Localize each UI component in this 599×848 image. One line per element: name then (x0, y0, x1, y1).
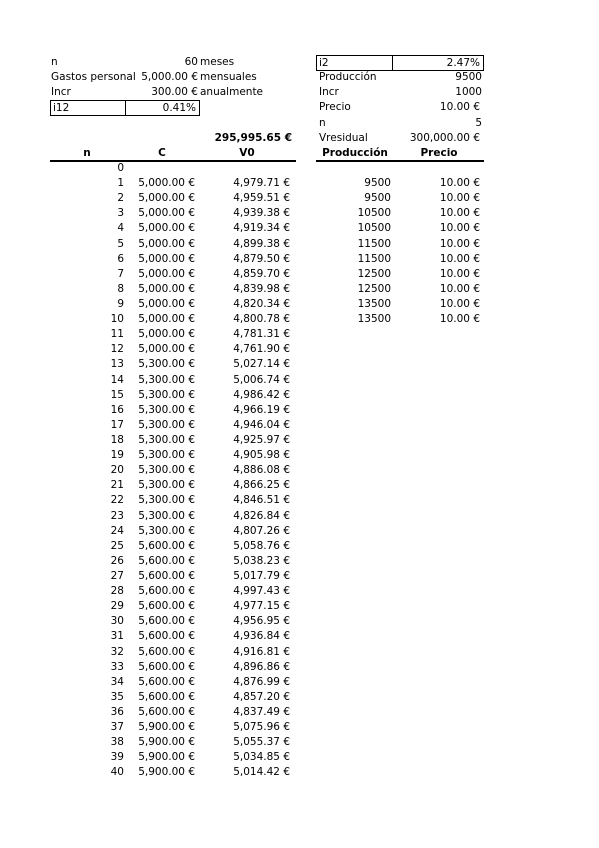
cell-c: 5,300.00 € (138, 434, 195, 446)
cell-produccion: 12500 (357, 282, 391, 295)
cell-c: 5,000.00 € (138, 222, 195, 235)
param-n-unit: meses (200, 56, 235, 68)
cell-produccion: 9500 (364, 192, 391, 205)
cell-v0: 4,936.84 € (233, 630, 290, 643)
cell-v0: 4,946.04 € (233, 418, 290, 431)
cell-n: 17 (110, 418, 124, 431)
header-produccion: Producción (322, 147, 388, 159)
param-vresidual-label: Vresidual (319, 132, 368, 144)
cell-precio: 10.00 € (439, 207, 480, 220)
cell-c: 5,300.00 € (138, 464, 195, 477)
cell-produccion: 11500 (357, 252, 391, 265)
cell-v0: 4,876.99 € (233, 675, 290, 688)
cell-c: 5,000.00 € (138, 267, 195, 280)
cell-n: 9 (117, 298, 124, 310)
cell-n: 32 (110, 645, 124, 658)
param-incr-right-label: Incr (319, 86, 339, 98)
cell-v0: 5,027.14 € (233, 358, 290, 371)
cell-n: 18 (110, 434, 124, 446)
cell-n: 12 (110, 343, 124, 356)
cell-v0: 4,986.42 € (233, 388, 290, 401)
cell-v0: 4,837.49 € (233, 706, 290, 718)
cell-produccion: 9500 (364, 177, 391, 190)
param-gastos-unit: mensuales (200, 71, 257, 83)
cell-c: 5,900.00 € (138, 736, 195, 749)
param-incr-value: 300.00 € (151, 86, 198, 98)
cell-n: 29 (110, 600, 124, 613)
cell-v0: 4,879.50 € (233, 252, 290, 265)
cell-produccion: 13500 (357, 298, 391, 310)
cell-c: 5,600.00 € (138, 645, 195, 658)
cell-n: 5 (117, 237, 124, 250)
cell-c: 5,600.00 € (138, 660, 195, 673)
header-underline-right (316, 160, 484, 162)
cell-c: 5,300.00 € (138, 524, 195, 537)
cell-c: 5,600.00 € (138, 630, 195, 643)
cell-n: 11 (110, 328, 124, 341)
cell-n: 22 (110, 494, 124, 507)
cell-v0: 5,038.23 € (233, 554, 290, 567)
total-v0: 295,995.65 € (214, 132, 292, 144)
param-precio-value: 10.00 € (439, 101, 480, 113)
cell-c: 5,000.00 € (138, 282, 195, 295)
cell-precio: 10.00 € (439, 177, 480, 190)
cell-n: 30 (110, 615, 124, 628)
cell-v0: 4,977.15 € (233, 600, 290, 613)
cell-n: 26 (110, 554, 124, 567)
cell-produccion: 10500 (357, 222, 391, 235)
cell-v0: 4,916.81 € (233, 645, 290, 658)
cell-c: 5,300.00 € (138, 358, 195, 371)
cell-c: 5,600.00 € (138, 690, 195, 703)
cell-n: 40 (110, 766, 124, 779)
cell-precio: 10.00 € (439, 237, 480, 250)
cell-n: 3 (117, 207, 124, 220)
cell-n: 25 (110, 539, 124, 552)
cell-v0: 5,014.42 € (233, 766, 290, 779)
cell-n: 20 (110, 464, 124, 477)
cell-n: 33 (110, 660, 124, 673)
cell-precio: 10.00 € (439, 192, 480, 205)
cell-precio: 10.00 € (439, 252, 480, 265)
cell-v0: 5,055.37 € (233, 736, 290, 749)
cell-precio: 10.00 € (439, 282, 480, 295)
cell-precio: 10.00 € (439, 313, 480, 326)
cell-n: 13 (110, 358, 124, 371)
cell-n: 0 (117, 162, 124, 174)
cell-c: 5,600.00 € (138, 585, 195, 598)
param-incr-right-value: 1000 (455, 86, 482, 98)
cell-n: 37 (110, 721, 124, 734)
cell-n: 34 (110, 675, 124, 688)
cell-c: 5,300.00 € (138, 494, 195, 507)
cell-n: 39 (110, 751, 124, 764)
cell-v0: 4,820.34 € (233, 298, 290, 310)
header-precio: Precio (420, 147, 458, 159)
param-gastos-value: 5,000.00 € (141, 71, 198, 83)
cell-n: 35 (110, 690, 124, 703)
header-v0: V0 (239, 147, 255, 159)
cell-v0: 4,956.95 € (233, 615, 290, 628)
cell-produccion: 12500 (357, 267, 391, 280)
cell-c: 5,000.00 € (138, 252, 195, 265)
cell-c: 5,000.00 € (138, 177, 195, 190)
param-i2-label: i2 (316, 55, 393, 71)
cell-c: 5,900.00 € (138, 721, 195, 734)
cell-v0: 5,034.85 € (233, 751, 290, 764)
cell-n: 6 (117, 252, 124, 265)
param-produccion-value: 9500 (455, 71, 482, 83)
cell-v0: 4,886.08 € (233, 464, 290, 477)
cell-c: 5,600.00 € (138, 706, 195, 718)
cell-v0: 4,857.20 € (233, 690, 290, 703)
param-vresidual-value: 300,000.00 € (409, 132, 480, 144)
cell-c: 5,000.00 € (138, 313, 195, 326)
cell-v0: 4,959.51 € (233, 192, 290, 205)
cell-n: 23 (110, 509, 124, 522)
cell-c: 5,300.00 € (138, 403, 195, 416)
param-i12-label: i12 (50, 100, 126, 116)
cell-c: 5,600.00 € (138, 615, 195, 628)
cell-n: 15 (110, 388, 124, 401)
cell-v0: 4,866.25 € (233, 479, 290, 492)
param-n-value: 60 (184, 56, 198, 68)
cell-n: 21 (110, 479, 124, 492)
cell-v0: 4,839.98 € (233, 282, 290, 295)
cell-precio: 10.00 € (439, 267, 480, 280)
cell-c: 5,600.00 € (138, 600, 195, 613)
cell-c: 5,600.00 € (138, 554, 195, 567)
cell-v0: 4,826.84 € (233, 509, 290, 522)
param-precio-label: Precio (319, 101, 351, 113)
cell-c: 5,000.00 € (138, 192, 195, 205)
cell-c: 5,900.00 € (138, 751, 195, 764)
cell-c: 5,300.00 € (138, 479, 195, 492)
cell-n: 28 (110, 585, 124, 598)
cell-produccion: 13500 (357, 313, 391, 326)
cell-v0: 5,075.96 € (233, 721, 290, 734)
cell-v0: 4,919.34 € (233, 222, 290, 235)
header-c: C (158, 147, 166, 159)
cell-n: 16 (110, 403, 124, 416)
cell-c: 5,600.00 € (138, 570, 195, 582)
param-gastos-label: Gastos personal (51, 71, 136, 83)
cell-c: 5,300.00 € (138, 388, 195, 401)
cell-v0: 4,846.51 € (233, 494, 290, 507)
cell-n: 19 (110, 449, 124, 462)
cell-v0: 5,017.79 € (233, 570, 290, 582)
cell-n: 27 (110, 570, 124, 582)
cell-v0: 4,979.71 € (233, 177, 290, 190)
cell-v0: 4,966.19 € (233, 403, 290, 416)
cell-n: 7 (117, 267, 124, 280)
cell-produccion: 10500 (357, 207, 391, 220)
param-n-right-label: n (319, 117, 326, 129)
cell-n: 36 (110, 706, 124, 718)
cell-v0: 4,807.26 € (233, 524, 290, 537)
cell-c: 5,000.00 € (138, 207, 195, 220)
cell-c: 5,000.00 € (138, 298, 195, 310)
cell-v0: 4,800.78 € (233, 313, 290, 326)
cell-precio: 10.00 € (439, 222, 480, 235)
cell-n: 2 (117, 192, 124, 205)
cell-v0 (200, 161, 290, 176)
cell-v0: 4,905.98 € (233, 449, 290, 462)
param-produccion-label: Producción (319, 71, 377, 83)
cell-v0: 4,859.70 € (233, 267, 290, 280)
cell-c: 5,600.00 € (138, 539, 195, 552)
cell-precio: 10.00 € (439, 298, 480, 310)
cell-v0: 4,896.86 € (233, 660, 290, 673)
cell-v0: 5,006.74 € (233, 373, 290, 386)
cell-v0: 4,899.38 € (233, 237, 290, 250)
header-n: n (83, 147, 91, 159)
cell-v0: 5,058.76 € (233, 539, 290, 552)
cell-c: 5,000.00 € (138, 237, 195, 250)
cell-v0: 4,925.97 € (233, 434, 290, 446)
cell-c: 5,000.00 € (138, 328, 195, 341)
cell-c: 5,900.00 € (138, 766, 195, 779)
cell-v0: 4,761.90 € (233, 343, 290, 356)
param-i12-value: 0.41% (125, 100, 200, 116)
cell-c (124, 161, 195, 176)
cell-produccion: 11500 (357, 237, 391, 250)
cell-c: 5,300.00 € (138, 373, 195, 386)
cell-n: 38 (110, 736, 124, 749)
cell-v0: 4,939.38 € (233, 207, 290, 220)
cell-n: 24 (110, 524, 124, 537)
cell-v0: 4,781.31 € (233, 328, 290, 341)
cell-v0: 4,997.43 € (233, 585, 290, 598)
cell-c: 5,600.00 € (138, 675, 195, 688)
cell-n: 4 (117, 222, 124, 235)
cell-c: 5,300.00 € (138, 418, 195, 431)
cell-n: 8 (117, 282, 124, 295)
cell-c: 5,300.00 € (138, 509, 195, 522)
cell-c: 5,000.00 € (138, 343, 195, 356)
cell-n: 1 (117, 177, 124, 190)
cell-n: 31 (110, 630, 124, 643)
cell-c: 5,300.00 € (138, 449, 195, 462)
param-incr-label: Incr (51, 86, 71, 98)
param-i2-value: 2.47% (392, 55, 484, 71)
param-n-right-value: 5 (475, 117, 482, 129)
cell-n: 10 (110, 313, 124, 326)
param-n-label: n (51, 56, 58, 68)
cell-n: 14 (110, 373, 124, 386)
param-incr-unit: anualmente (200, 86, 264, 98)
